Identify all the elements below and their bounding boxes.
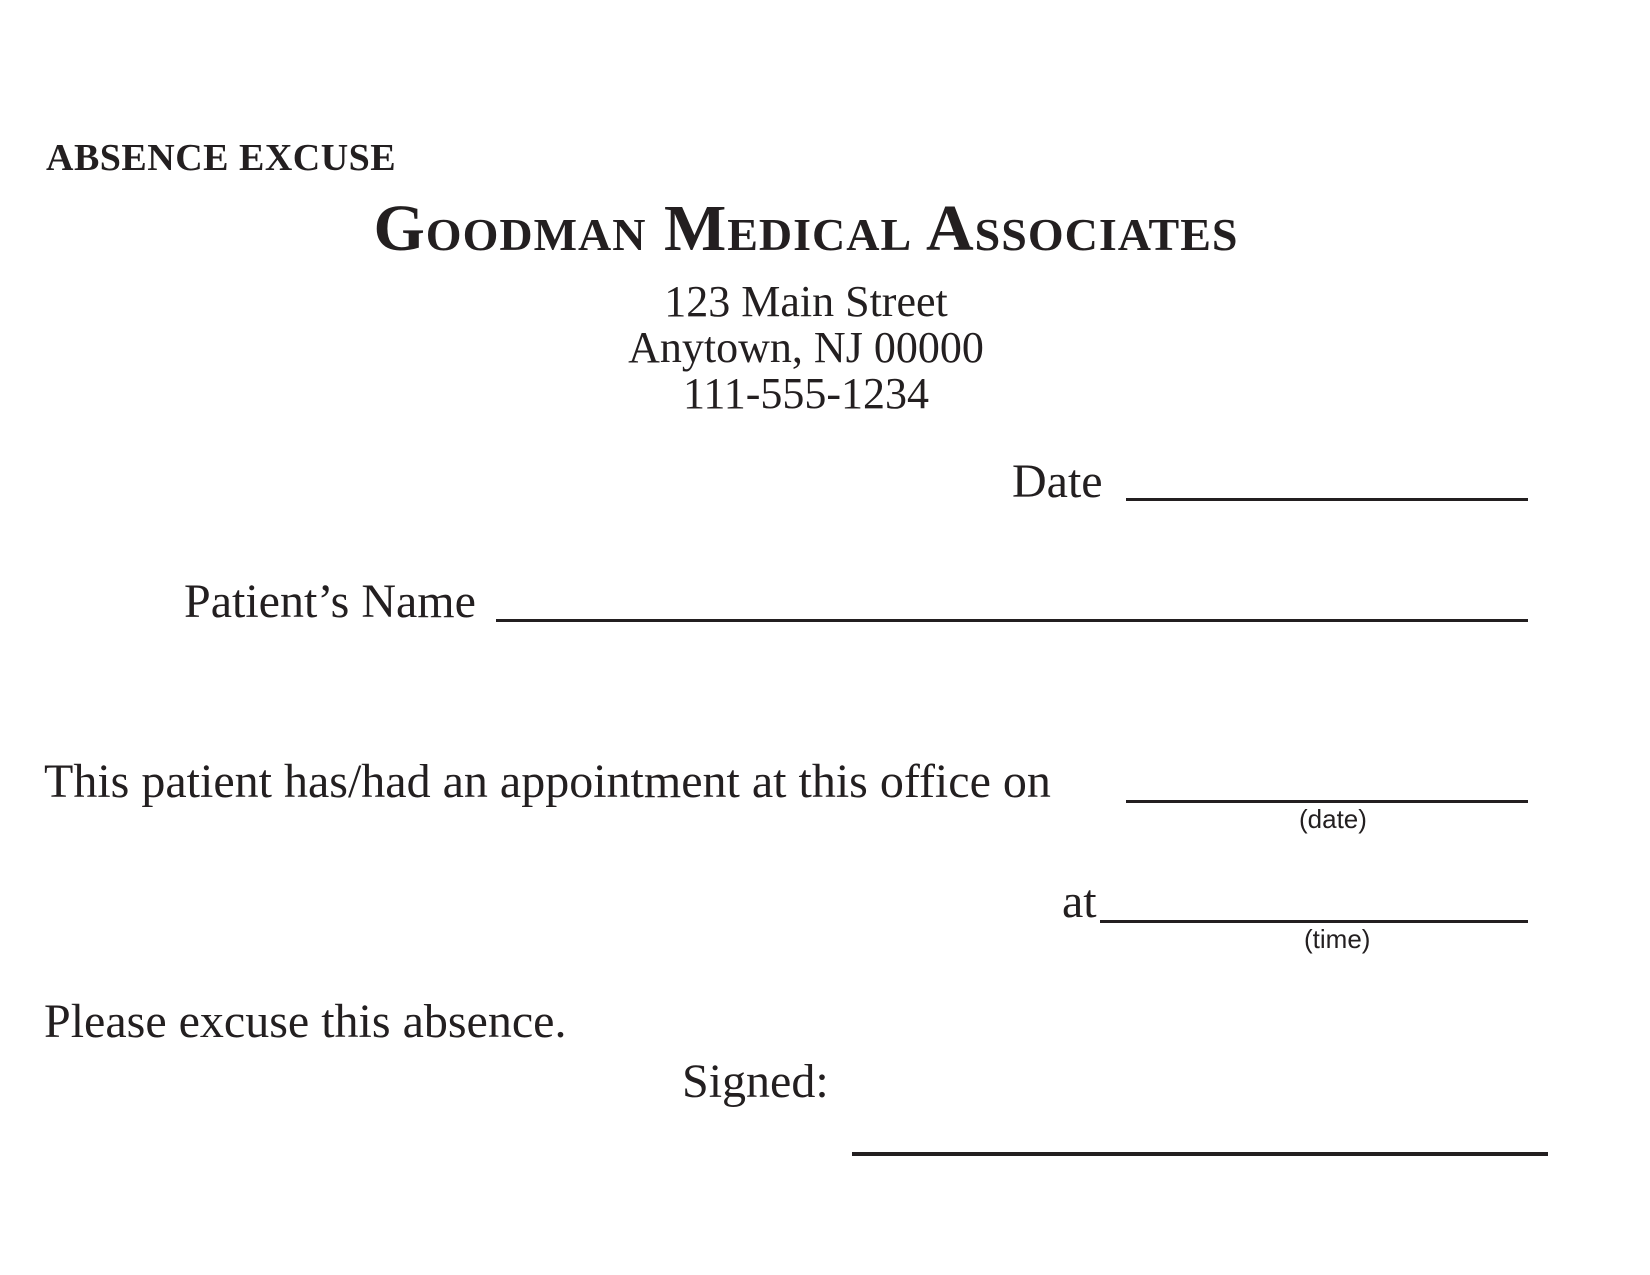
signed-label: Signed: [682, 1055, 829, 1108]
appointment-statement: This patient has/had an appointment at this office on [44, 755, 1051, 808]
organization-street: 123 Main Street [664, 277, 948, 326]
date-field-line[interactable] [1126, 498, 1528, 501]
signature-field-line[interactable] [852, 1152, 1548, 1156]
organization-city-state-zip: Anytown, NJ 00000 [628, 323, 984, 372]
at-label: at [1062, 875, 1097, 928]
organization-phone: 111-555-1234 [682, 369, 930, 418]
patient-name-label: Patient’s Name [184, 575, 476, 628]
document-type-heading: ABSENCE EXCUSE [46, 137, 397, 179]
appointment-time-hint: (time) [1304, 924, 1371, 954]
date-label: Date [1012, 455, 1103, 508]
excuse-statement: Please excuse this absence. [44, 995, 567, 1048]
appointment-time-field-line[interactable] [1100, 920, 1528, 923]
organization-name: Goodman Medical Associates [373, 192, 1239, 265]
patient-name-field-line[interactable] [496, 619, 1528, 622]
appointment-date-field-line[interactable] [1126, 800, 1528, 803]
appointment-date-hint: (date) [1299, 804, 1367, 834]
